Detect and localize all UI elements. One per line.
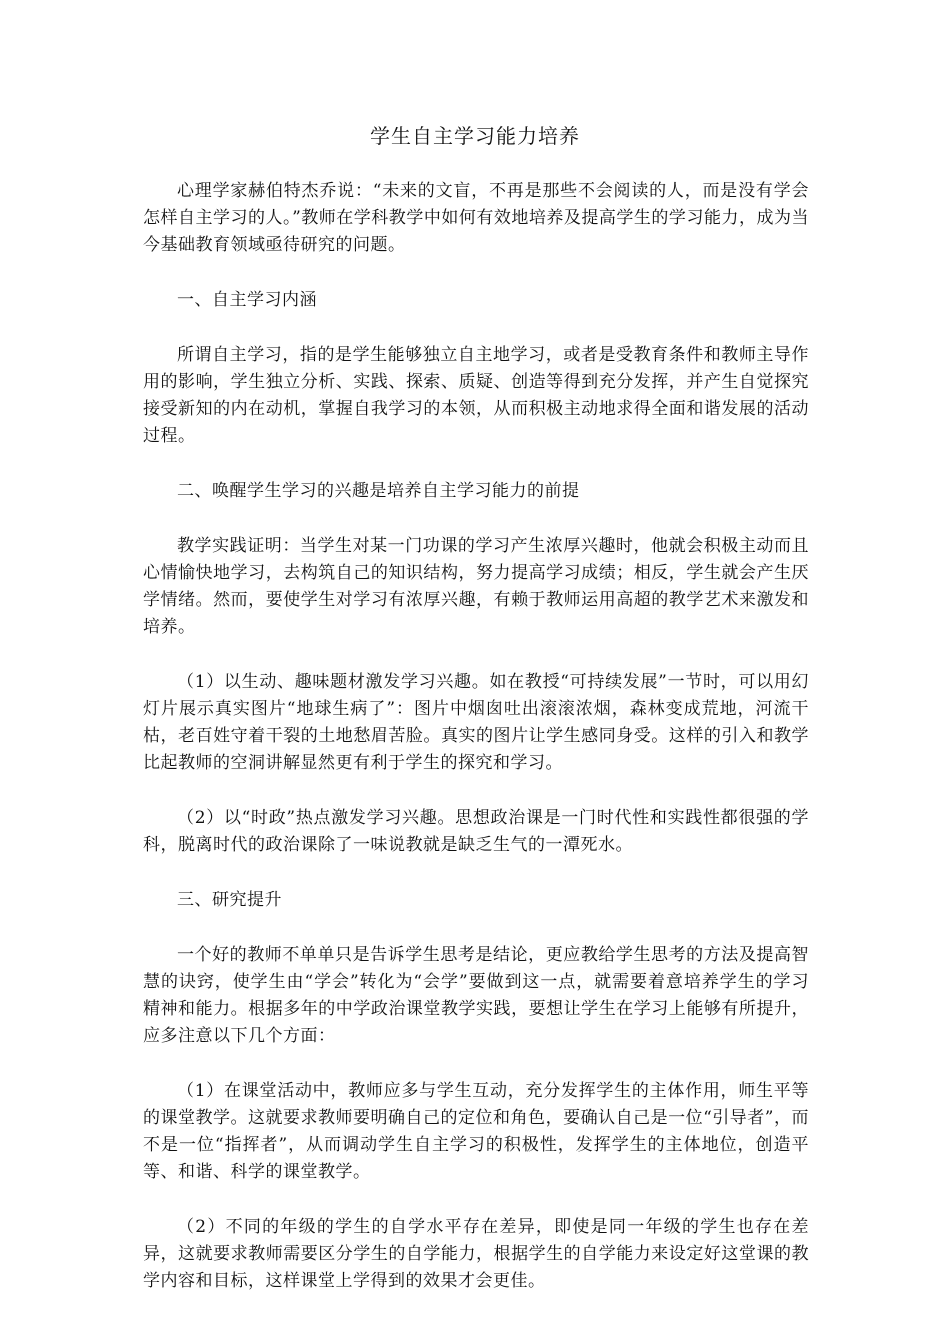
section-3-paragraph: 一个好的教师不单单只是告诉学生思考是结论，更应教给学生思考的方法及提高智慧的诀窍，使学生由“学会”转化为“会学”要做到这一点，就需要着意培养学生的学习精神和能力。根据多年的中学政治课堂教学实践，要想让学生在学习上能够有所提升，应多注意以下几个方面： — [143, 945, 809, 1046]
section-3-item-1: （1）在课堂活动中，教师应多与学生互动，充分发挥学生的主体作用，师生平等的课堂教学。这就要求教师要明确自己的定位和角色，要确认自己是一位“引导者”，而不是一位“指挥者”，从而调动学生自主学习的积极性，发挥学生的主体地位，创造平等、和谐、科学的课堂教学。 — [143, 1081, 809, 1182]
document-title: 学生自主学习能力培养 — [370, 124, 580, 148]
section-heading-1: 一、自主学习内涵 — [177, 290, 317, 310]
section-2-paragraph: 教学实践证明：当学生对某一门功课的学习产生浓厚兴趣时，他就会积极主动而且心情愉快地学习，去构筑自己的知识结构，努力提高学习成绩；相反，学生就会产生厌学情绪。然而，要使学生对学习有浓厚兴趣，有赖于教师运用高超的教学艺术来激发和培养。 — [143, 536, 809, 637]
section-3-item-2: （2）不同的年级的学生的自学水平存在差异，即使是同一年级的学生也存在差异，这就要求教师需要区分学生的自学能力，根据学生的自学能力来设定好这堂课的教学内容和目标，这样课堂上学得到的效果才会更佳。 — [143, 1217, 809, 1291]
section-2-item-1: （1）以生动、趣味题材激发学习兴趣。如在教授“可持续发展”一节时，可以用幻灯片展示真实图片“地球生病了”：图片中烟囱吐出滚滚浓烟，森林变成荒地，河流干枯，老百姓守着干裂的土地愁眉苦脸。真实的图片让学生感同身受。这样的引入和教学比起教师的空洞讲解显然更有利于学生的探究和学习。 — [143, 672, 809, 773]
document-body — [143, 178, 809, 1295]
section-1-paragraph: 所谓自主学习，指的是学生能够独立自主地学习，或者是受教育条件和教师主导作用的影响，学生独立分析、实践、探索、质疑、创造等得到充分发挥，并产生自觉探究接受新知的内在动机，掌握自我学习的本领，从而积极主动地求得全面和谐发展的活动过程。 — [143, 345, 809, 446]
intro-paragraph: 心理学家赫伯特杰乔说：“未来的文盲，不再是那些不会阅读的人，而是没有学会怎样自主学习的人。”教师在学科教学中如何有效地培养及提高学生的学习能力，成为当今基础教育领域亟待研究的问题。 — [143, 181, 809, 255]
section-heading-3: 三、研究提升 — [177, 890, 282, 910]
section-2-item-2: （2）以“时政”热点激发学习兴趣。思想政治课是一门时代性和实践性都很强的学科，脱离时代的政治课除了一味说教就是缺乏生气的一潭死水。 — [143, 808, 809, 855]
section-heading-2: 二、唤醒学生学习的兴趣是培养自主学习能力的前提 — [177, 481, 580, 501]
